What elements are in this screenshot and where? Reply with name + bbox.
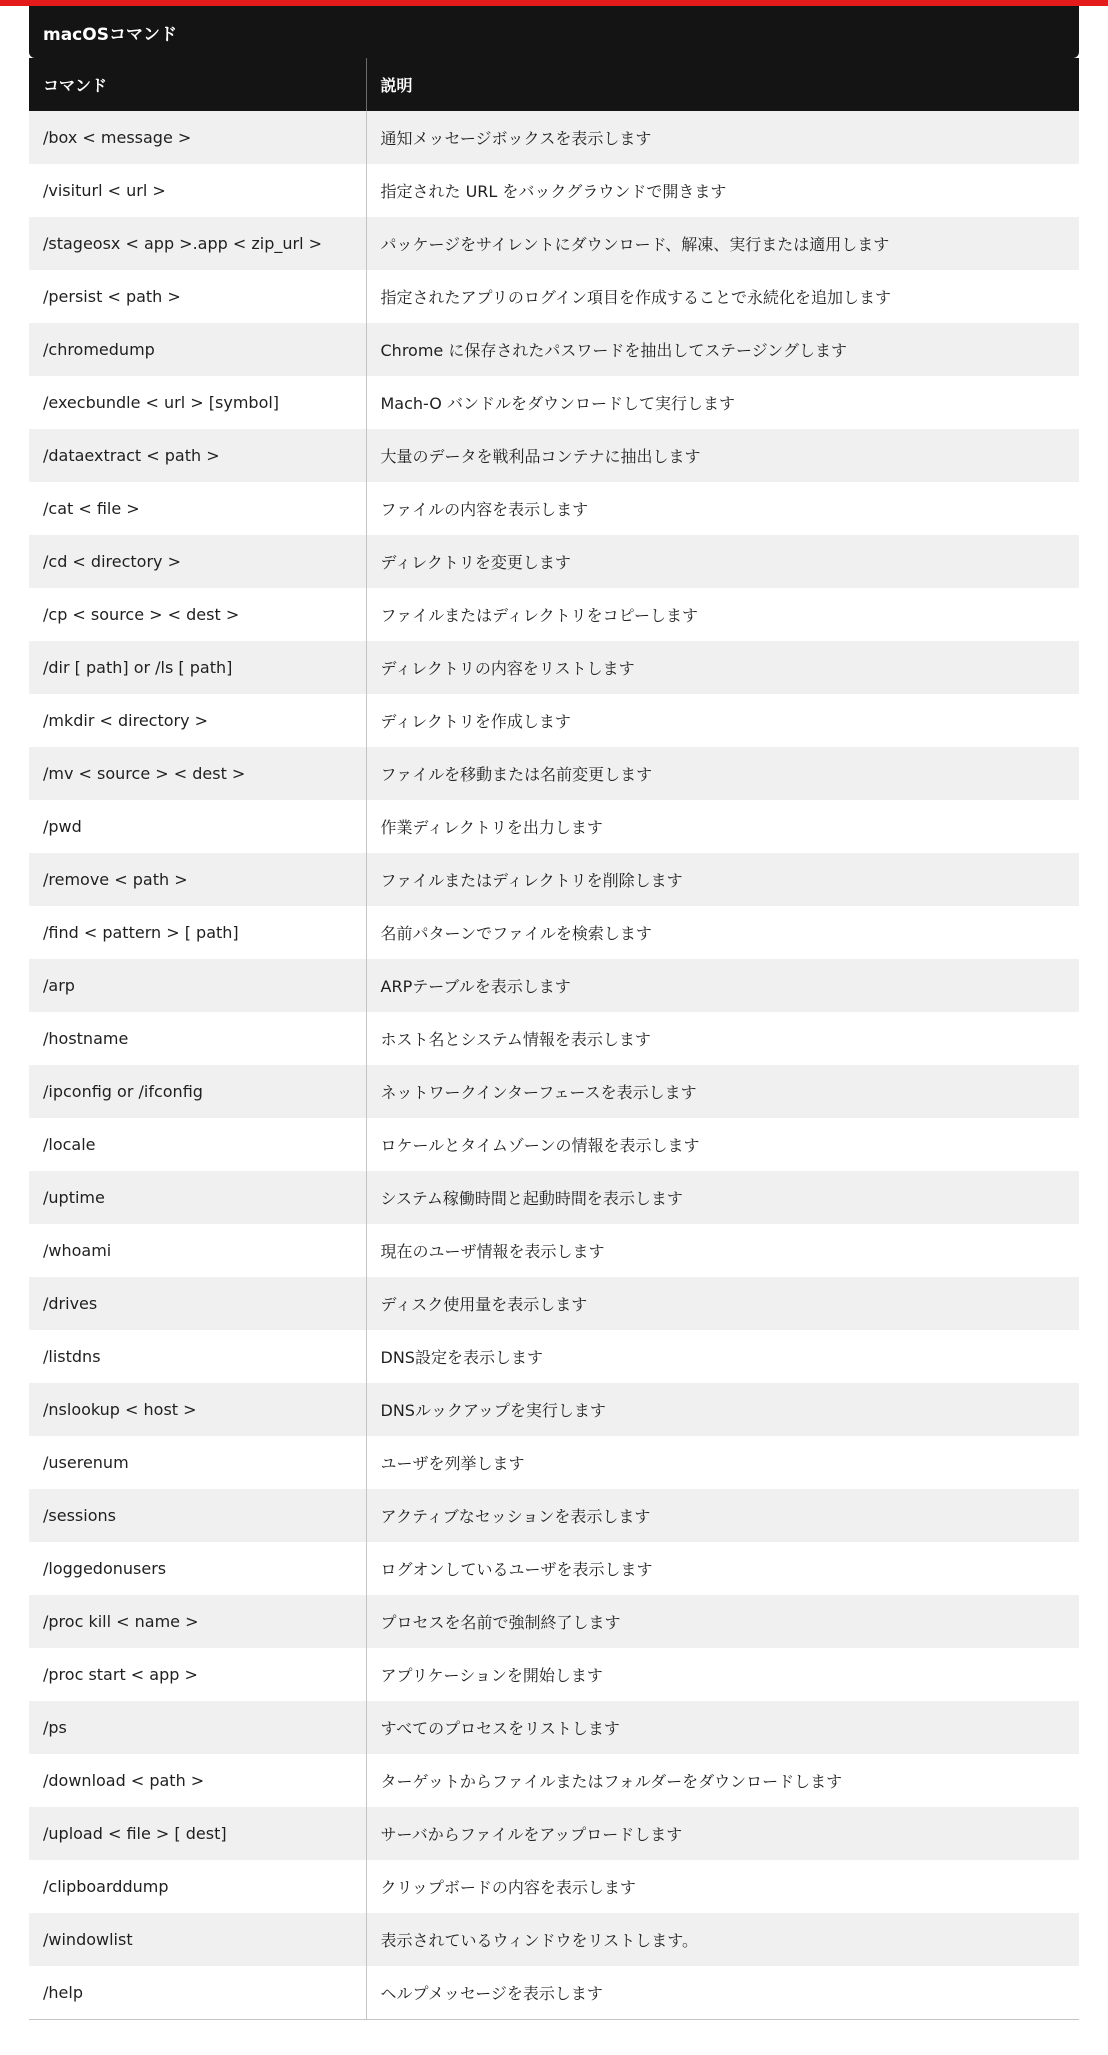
description-cell: 現在のユーザ情報を表示します (366, 1224, 1079, 1277)
table-row (29, 1807, 1079, 1860)
description-cell: ユーザを列挙します (366, 1436, 1079, 1489)
table-row (29, 1860, 1079, 1913)
description-cell: クリップボードの内容を表示します (366, 1860, 1079, 1913)
command-cell: /uptime (29, 1171, 366, 1224)
description-cell: ディスク使用量を表示します (366, 1277, 1079, 1330)
description-cell: ディレクトリの内容をリストします (366, 641, 1079, 694)
description-cell: 名前パターンでファイルを検索します (366, 906, 1079, 959)
table-row (29, 1489, 1079, 1542)
description-cell: ディレクトリを変更します (366, 535, 1079, 588)
table-row (29, 1330, 1079, 1383)
table-row (29, 535, 1079, 588)
command-cell: /listdns (29, 1330, 366, 1383)
table-row (29, 1595, 1079, 1648)
table-row (29, 164, 1079, 217)
table-row (29, 323, 1079, 376)
command-cell: /arp (29, 959, 366, 1012)
table-row (29, 1065, 1079, 1118)
description-cell: 通知メッセージボックスを表示します (366, 111, 1079, 164)
command-cell: /locale (29, 1118, 366, 1171)
description-cell: 指定された URL をバックグラウンドで開きます (366, 164, 1079, 217)
command-cell: /find < pattern > [ path] (29, 906, 366, 959)
description-cell: アクティブなセッションを表示します (366, 1489, 1079, 1542)
command-cell: /dir [ path] or /ls [ path] (29, 641, 366, 694)
command-cell: /download < path > (29, 1754, 366, 1807)
description-cell: ディレクトリを作成します (366, 694, 1079, 747)
description-cell: 指定されたアプリのログイン項目を作成することで永続化を追加します (366, 270, 1079, 323)
table-row (29, 641, 1079, 694)
table-row (29, 853, 1079, 906)
description-cell: 大量のデータを戦利品コンテナに抽出します (366, 429, 1079, 482)
description-cell: ターゲットからファイルまたはフォルダーをダウンロードします (366, 1754, 1079, 1807)
table-row (29, 1118, 1079, 1171)
commands-table (29, 58, 1079, 2020)
table-header (29, 58, 1079, 111)
description-cell: すべてのプロセスをリストします (366, 1701, 1079, 1754)
command-cell: /persist < path > (29, 270, 366, 323)
command-cell: /clipboarddump (29, 1860, 366, 1913)
table-row (29, 1966, 1079, 2019)
description-cell: アプリケーションを開始します (366, 1648, 1079, 1701)
command-cell: /hostname (29, 1012, 366, 1065)
command-cell: /chromedump (29, 323, 366, 376)
description-cell: DNSルックアップを実行します (366, 1383, 1079, 1436)
table-row (29, 270, 1079, 323)
table-body (29, 111, 1079, 2019)
column-header-command: コマンド (29, 58, 366, 111)
table-row (29, 1277, 1079, 1330)
column-header-description: 説明 (366, 58, 1079, 111)
description-cell: DNS設定を表示します (366, 1330, 1079, 1383)
table-row (29, 1754, 1079, 1807)
command-cell: /remove < path > (29, 853, 366, 906)
command-cell: /proc start < app > (29, 1648, 366, 1701)
table-row (29, 429, 1079, 482)
command-cell: /stageosx < app >.app < zip_url > (29, 217, 366, 270)
description-cell: ファイルを移動または名前変更します (366, 747, 1079, 800)
description-cell: システム稼働時間と起動時間を表示します (366, 1171, 1079, 1224)
command-cell: /execbundle < url > [symbol] (29, 376, 366, 429)
command-cell: /cd < directory > (29, 535, 366, 588)
command-cell: /mv < source > < dest > (29, 747, 366, 800)
table-row (29, 1224, 1079, 1277)
description-cell: ファイルまたはディレクトリをコピーします (366, 588, 1079, 641)
table-row (29, 1648, 1079, 1701)
table-row (29, 1701, 1079, 1754)
table-row (29, 694, 1079, 747)
command-cell: /cat < file > (29, 482, 366, 535)
table-row (29, 906, 1079, 959)
table-header-row (29, 58, 1079, 111)
description-cell: ファイルまたはディレクトリを削除します (366, 853, 1079, 906)
table-row (29, 376, 1079, 429)
commands-table-container (29, 6, 1079, 2020)
description-cell: ロケールとタイムゾーンの情報を表示します (366, 1118, 1079, 1171)
command-cell: /userenum (29, 1436, 366, 1489)
command-cell: /visiturl < url > (29, 164, 366, 217)
table-row (29, 959, 1079, 1012)
table-row (29, 1012, 1079, 1065)
description-cell: ネットワークインターフェースを表示します (366, 1065, 1079, 1118)
description-cell: 作業ディレクトリを出力します (366, 800, 1079, 853)
description-cell: ファイルの内容を表示します (366, 482, 1079, 535)
command-cell: /ipconfig or /ifconfig (29, 1065, 366, 1118)
command-cell: /whoami (29, 1224, 366, 1277)
command-cell: /nslookup < host > (29, 1383, 366, 1436)
table-row (29, 800, 1079, 853)
table-row (29, 1542, 1079, 1595)
description-cell: ヘルプメッセージを表示します (366, 1966, 1079, 2019)
description-cell: プロセスを名前で強制終了します (366, 1595, 1079, 1648)
description-cell: ホスト名とシステム情報を表示します (366, 1012, 1079, 1065)
command-cell: /mkdir < directory > (29, 694, 366, 747)
table-caption: macOSコマンド (29, 6, 1079, 58)
command-cell: /help (29, 1966, 366, 2019)
command-cell: /drives (29, 1277, 366, 1330)
table-row (29, 1913, 1079, 1966)
table-row (29, 482, 1079, 535)
command-cell: /pwd (29, 800, 366, 853)
command-cell: /windowlist (29, 1913, 366, 1966)
description-cell: 表示されているウィンドウをリストします。 (366, 1913, 1079, 1966)
description-cell: Mach-O バンドルをダウンロードして実行します (366, 376, 1079, 429)
command-cell: /ps (29, 1701, 366, 1754)
table-row (29, 1436, 1079, 1489)
command-cell: /upload < file > [ dest] (29, 1807, 366, 1860)
table-row (29, 111, 1079, 164)
description-cell: ARPテーブルを表示します (366, 959, 1079, 1012)
description-cell: パッケージをサイレントにダウンロード、解凍、実行または適用します (366, 217, 1079, 270)
command-cell: /dataextract < path > (29, 429, 366, 482)
command-cell: /proc kill < name > (29, 1595, 366, 1648)
command-cell: /loggedonusers (29, 1542, 366, 1595)
command-cell: /sessions (29, 1489, 366, 1542)
table-row (29, 1383, 1079, 1436)
table-row (29, 747, 1079, 800)
command-cell: /box < message > (29, 111, 366, 164)
table-row (29, 588, 1079, 641)
command-cell: /cp < source > < dest > (29, 588, 366, 641)
table-row (29, 217, 1079, 270)
description-cell: ログオンしているユーザを表示します (366, 1542, 1079, 1595)
table-row (29, 1171, 1079, 1224)
description-cell: Chrome に保存されたパスワードを抽出してステージングします (366, 323, 1079, 376)
description-cell: サーバからファイルをアップロードします (366, 1807, 1079, 1860)
